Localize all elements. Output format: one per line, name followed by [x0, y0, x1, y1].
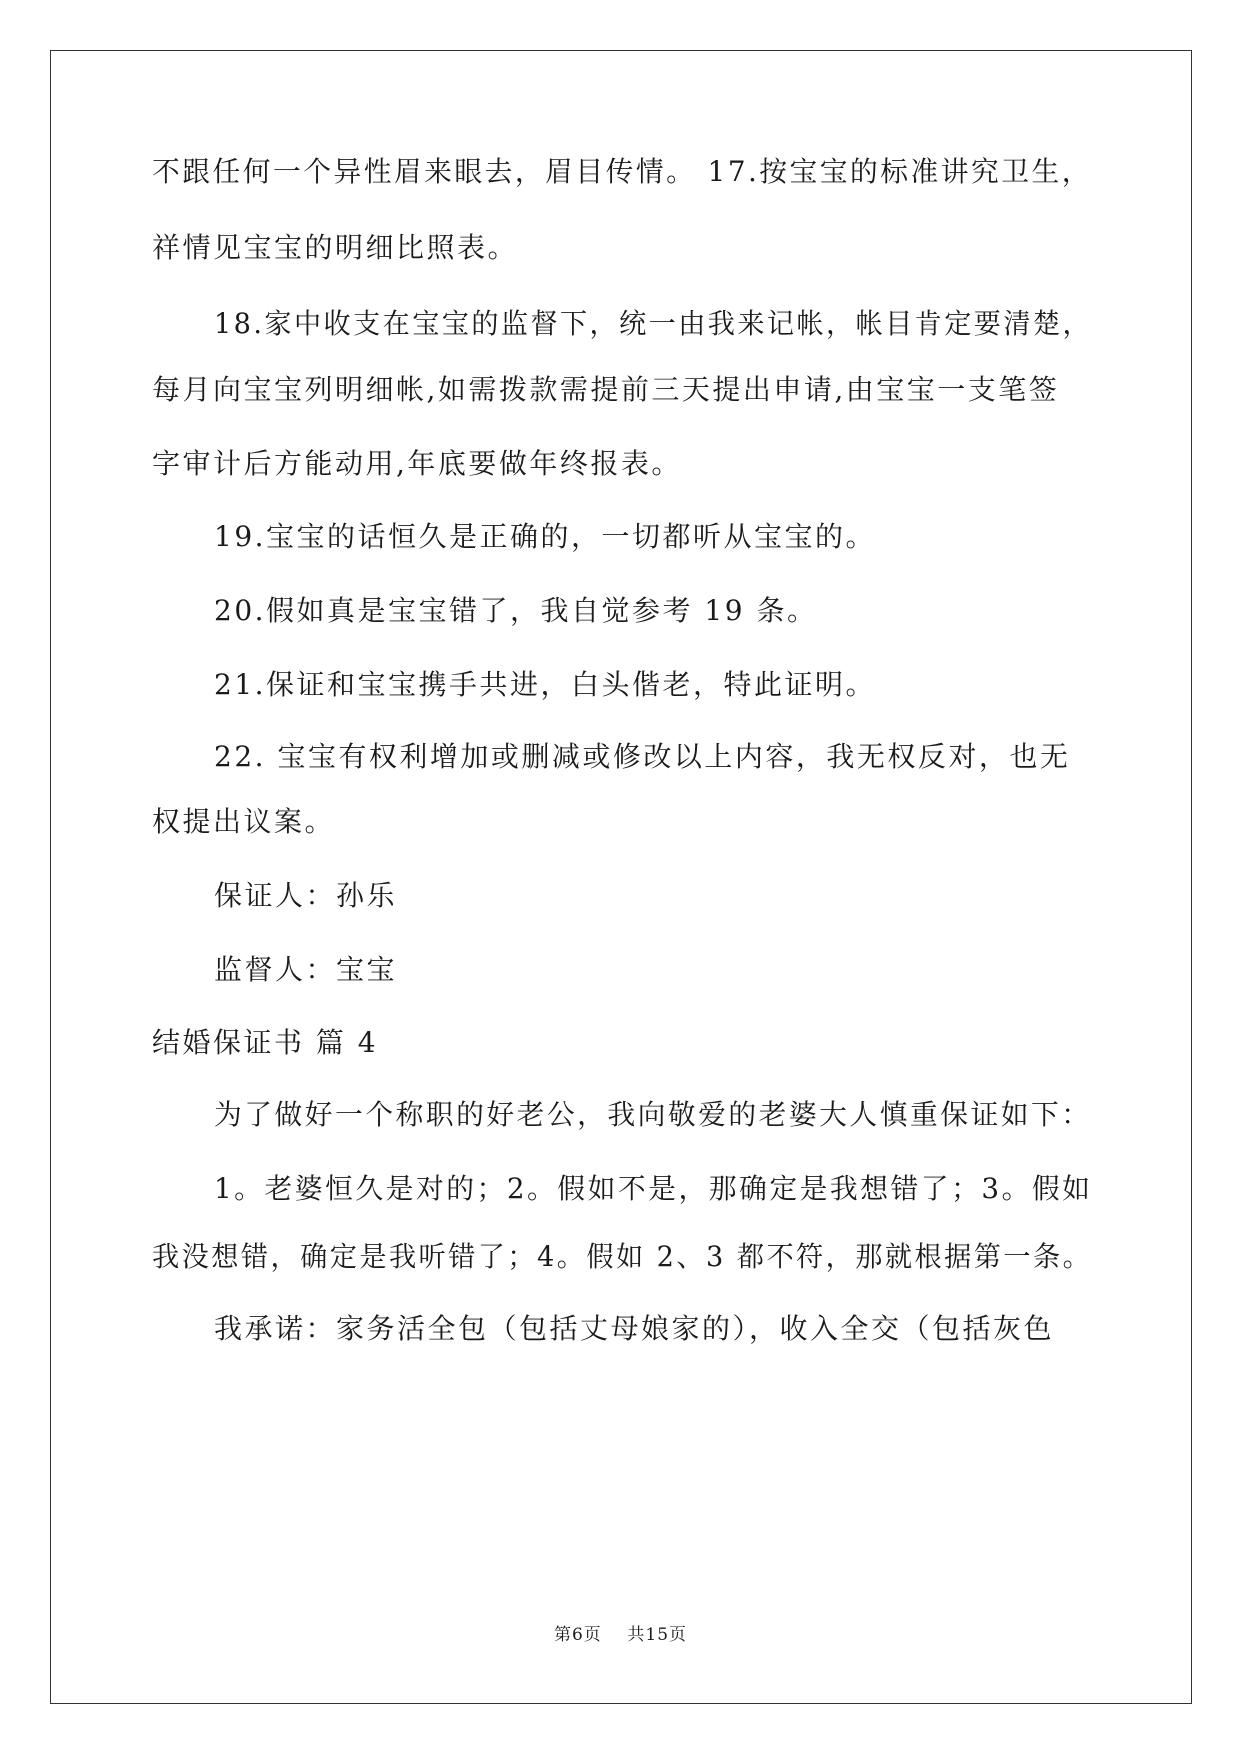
text-line: 18.家中收支在宝宝的监督下，统一由我来记帐，帐目肯定要清楚，	[214, 307, 1093, 340]
section-heading: 结婚保证书 篇 4	[152, 1026, 379, 1059]
text-line: 不跟任何一个异性眉来眼去，眉目传情。 17.按宝宝的标准讲究卫生，	[152, 155, 1092, 188]
text-line: 19.宝宝的话恒久是正确的，一切都听从宝宝的。	[214, 520, 877, 553]
text-line: 22. 宝宝有权利增加或删减或修改以上内容，我无权反对，也无	[214, 740, 1071, 773]
page-number: 第6页	[553, 1625, 602, 1645]
text-line: 我没想错，确定是我听错了；4。假如 2、3 都不符，那就根据第一条。	[152, 1240, 1093, 1273]
page-footer	[0, 1624, 1241, 1646]
text-line: 为了做好一个称职的好老公，我向敬爱的老婆大人慎重保证如下：	[214, 1098, 1092, 1131]
supervisor-line: 监督人：宝宝	[214, 953, 398, 986]
text-line: 我承诺：家务活全包（包括丈母娘家的），收入全交（包括灰色	[214, 1312, 1055, 1345]
text-line: 21.保证和宝宝携手共进，白头偕老，特此证明。	[214, 668, 877, 701]
page-total: 共15页	[627, 1625, 688, 1645]
text-line: 每月向宝宝列明细帐,如需拨款需提前三天提出申请,由宝宝一支笔签	[152, 373, 1060, 406]
text-line: 20.假如真是宝宝错了，我自觉参考 19 条。	[214, 594, 818, 627]
text-line: 1。老婆恒久是对的；2。假如不是，那确定是我想错了；3。假如	[214, 1172, 1093, 1205]
text-line: 权提出议案。	[152, 805, 336, 838]
text-line: 祥情见宝宝的明细比照表。	[152, 231, 519, 264]
text-line: 字审计后方能动用,年底要做年终报表。	[152, 447, 682, 480]
signatory-line: 保证人：孙乐	[214, 879, 398, 912]
